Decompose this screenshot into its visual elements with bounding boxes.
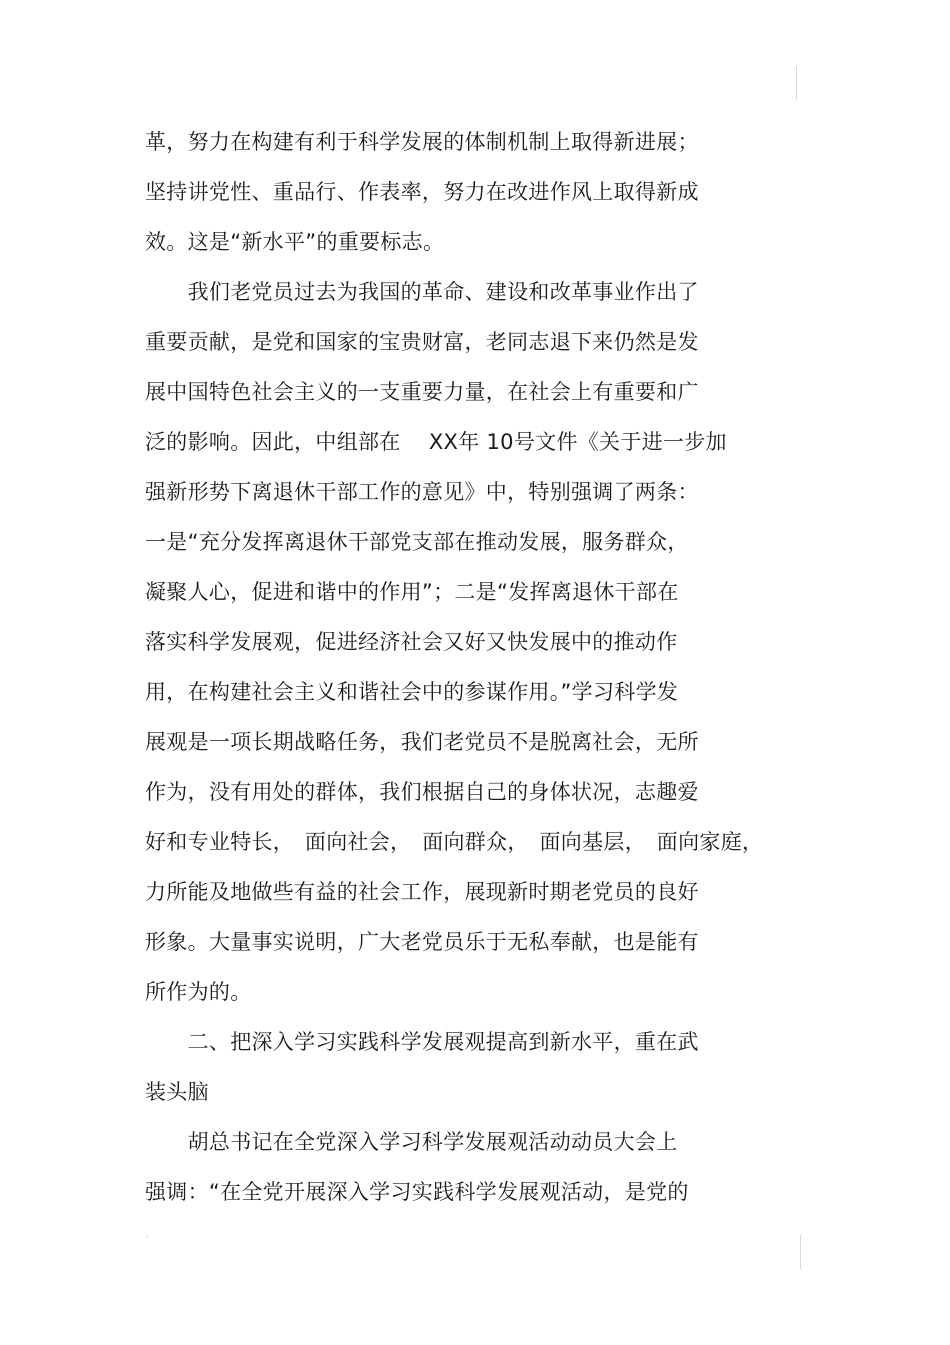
- paragraph-start-line: 胡总书记在全党深入学习科学发展观活动动员大会上: [145, 1130, 678, 1154]
- text-line: 落实科学发展观，促进经济社会又好又快发展中的推动作: [145, 630, 678, 654]
- text-line: 力所能及地做些有益的社会工作，展现新时期老党员的良好: [145, 880, 699, 904]
- text-line: 重要贡献，是党和国家的宝贵财富，老同志退下来仍然是发: [145, 330, 699, 354]
- text-line: 坚持讲党性、重品行、作表率，努力在改进作风上取得新成: [145, 180, 699, 204]
- text-line: 形象。大量事实说明，广大老党员乐于无私奉献，也是能有: [145, 930, 699, 954]
- text-line: 效。这是“新水平”的重要标志。: [145, 230, 445, 254]
- text-line: 强新形势下离退休干部工作的意见》中，特别强调了两条：: [145, 480, 699, 504]
- text-line: 凝聚人心，促进和谐中的作用”；二是“发挥离退休干部在: [145, 580, 679, 604]
- text-line: 泛的影响。因此，中组部在 XX年 10号文件《关于进一步加: [145, 430, 727, 454]
- section-heading-line: 二、把深入学习实践科学发展观提高到新水平，重在武: [145, 1030, 699, 1054]
- text-line: 所作为的。: [145, 980, 252, 1004]
- text-line: 展观是一项长期战略任务，我们老党员不是脱离社会，无所: [145, 730, 699, 754]
- paragraph-start-line: 我们老党员过去为我国的革命、建设和改革事业作出了: [145, 280, 699, 304]
- text-line: 用，在构建社会主义和谐社会中的参谋作用。”学习科学发: [145, 680, 679, 704]
- page-edge-mark-top: [796, 66, 797, 100]
- text-line: 一是“充分发挥离退休干部党支部在推动发展，服务群众，: [145, 530, 689, 554]
- page-edge-mark-bottom: [800, 1235, 801, 1269]
- text-line: 强调：“在全党开展深入学习实践科学发展观活动，是党的: [145, 1180, 689, 1204]
- text-line: 革，努力在构建有利于科学发展的体制机制上取得新进展；: [145, 130, 699, 154]
- text-line: 展中国特色社会主义的一支重要力量，在社会上有重要和广: [145, 380, 699, 404]
- text-line: 好和专业特长， 面向社会， 面向群众， 面向基层， 面向家庭，: [145, 830, 764, 854]
- section-heading-line: 装头脑: [145, 1080, 209, 1104]
- text-line: 作为，没有用处的群体，我们根据自己的身体状况，志趣爱: [145, 780, 699, 804]
- scan-dot: [146, 1236, 148, 1238]
